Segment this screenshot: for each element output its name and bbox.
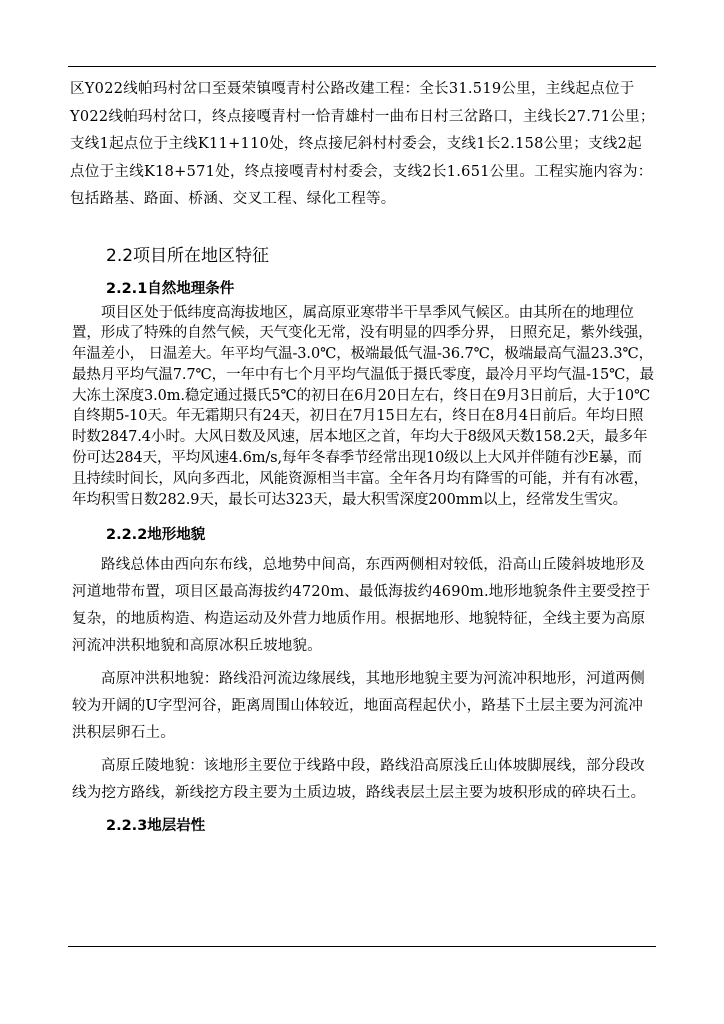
terrain-paragraph-alluvial: 高原冲洪积地貌：路线沿河流边缘展线，其地形地貌主要为河流冲积地形，河道两侧较为开阔的U字型河谷，距离周围山体较近，地面高程起伏小，路基下土层主要为河流冲洪积层卵石土。: [72, 671, 645, 742]
terrain-paragraph-overview: 路线总体由西向东布线，总地势中间高，东西两侧相对较低，沿高山丘陵斜坡地形及河道地带布置，项目区最高海拔约4720m、最低海拔约4690m.地形地貌条件主要受控于复杂，的地质构造、构造运动及外营力地质作用。根据地形、地貌特征，全线主要为高原河流冲洪积地貌和高原冰积丘坡地貌。: [72, 557, 651, 655]
intro-paragraph: 区Y022线帕玛村岔口至聂荣镇嘎青村公路改建工程：全长31.519公里，主线起点位于Y022线帕玛村岔口，终点接嘎青村一恰青雄村一曲布日村三岔路口，主线长27.71公里；支线1起点位于主线K11+110处，终点接尼斜村村委会，支线1长2.158公里；支线2起点位于主线K18+571处，终点接嘎青村村委会，支线2长1.651公里。工程实施内容为：包括路基、路面、桥涵、交叉工程、绿化工程等。: [70, 81, 655, 207]
terrain-paragraph-hills: 高原丘陵地貌：该地形主要位于线路中段，路线沿高原浅丘山体坡脚展线，部分段改线为挖方路线，新线挖方段主要为土质边坡，路线表层土层主要为坡积形成的碎块石土。: [72, 758, 646, 802]
header-rule: [68, 66, 656, 67]
climate-paragraph: 项目区处于低纬度高海拔地区，属高原亚寒带半干旱季风气候区。由其所在的地理位置，形成了特殊的自然气候，天气变化无常，没有明显的四季分界， 日照充足，紫外线强，年温差小， 日温差大。年平均气温-3.0℃，极端最低气温-36.7℃，极端最高气温23.3℃，最热月平均气温7.7℃，一年中有七个月平均气温低于摄氏零度，最冷月平均气温-15℃，最大冻土深度3.0m.稳定通过摄氏5℃的初日在6月20日左右，终日在9月3日前后，大于10℃自终期5-10天。年无霜期只有24天，初日在7月15日左右，终日在8月4日前后。年均日照时数2847.4小时。大风日数及风速，居本地区之首，年均大于8级风天数158.2天，最多年份可达284天，平均风速4.6m/s,每年冬春季节经常出现10级以上大风并伴随有沙E暴，而且持续时间长，风向多西北，风能资源相当丰富。全年各月均有降雪的可能，并有有冰雹，年均积雪日数282.9天，最长可达323天，最大积雪深度200mm以上，经常发生雪灾。: [72, 304, 655, 508]
footer-rule: [68, 946, 656, 947]
section-2-2-3-title: 2.2.3地层岩性: [106, 818, 206, 835]
document-body: [70, 76, 656, 837]
section-2-2-title: 2.2项目所在地区特征: [106, 245, 270, 266]
section-2-2-1-title: 2.2.1自然地理条件: [106, 280, 235, 297]
section-2-2-2-title: 2.2.2地形地貌: [106, 527, 206, 544]
